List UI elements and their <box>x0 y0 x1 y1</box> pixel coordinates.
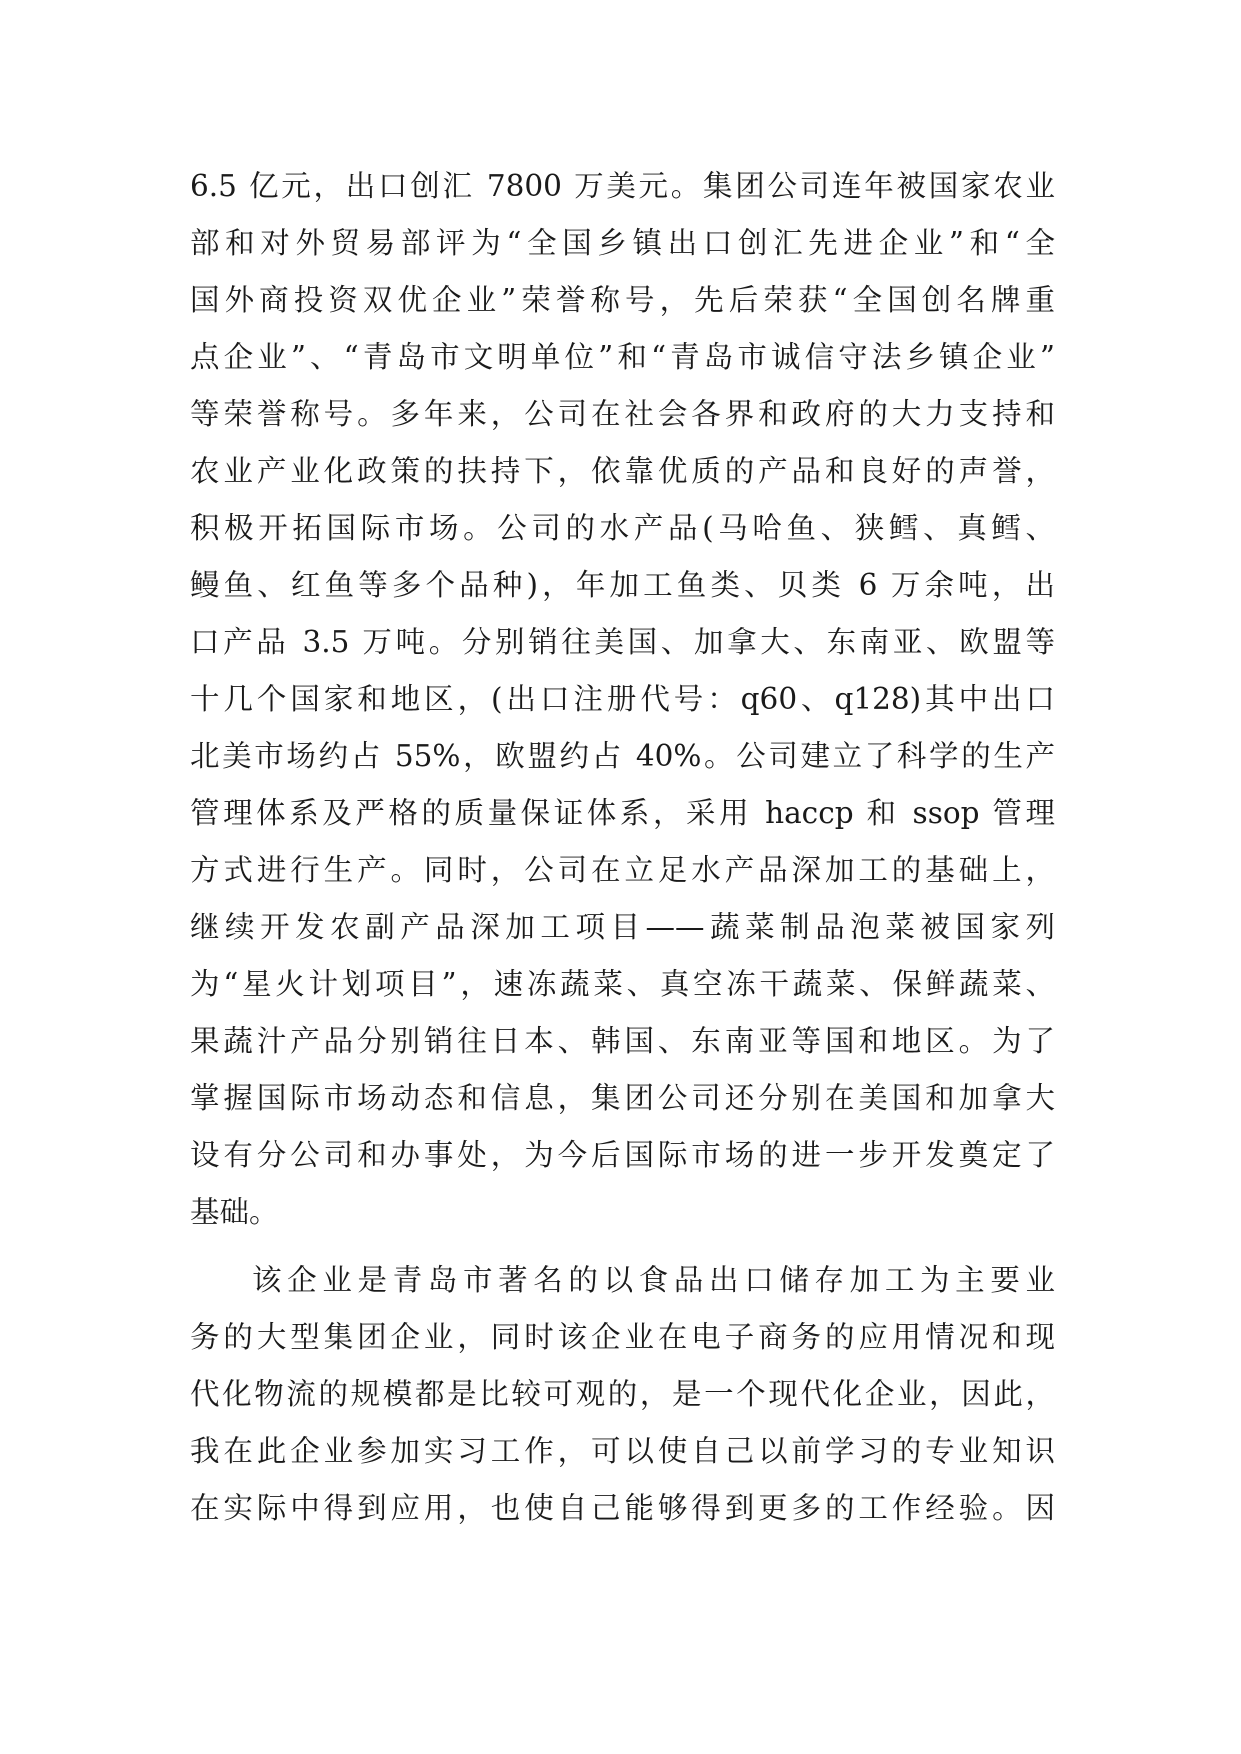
text-line: 代化物流的规模都是比较可观的，是一个现代化企业，因此， <box>190 1377 1055 1411</box>
text-line: 点企业”、“青岛市文明单位”和“青岛市诚信守法乡镇企业” <box>190 340 1055 374</box>
text-line: 果蔬汁产品分别销往日本、韩国、东南亚等国和地区。为了 <box>190 1024 1055 1058</box>
text-line: 口产品 3.5 万吨。分别销往美国、加拿大、东南亚、欧盟等 <box>190 625 1055 659</box>
text-line: 北美市场约占 55%，欧盟约占 40%。公司建立了科学的生产 <box>190 739 1055 773</box>
text-line: 6.5 亿元，出口创汇 7800 万美元。集团公司连年被国家农业 <box>190 169 1055 203</box>
text-line: 十几个国家和地区，(出口注册代号：q60、q128)其中出口 <box>190 682 1055 716</box>
text-line: 掌握国际市场动态和信息，集团公司还分别在美国和加拿大 <box>190 1081 1055 1115</box>
text-line: 该企业是青岛市著名的以食品出口储存加工为主要业 <box>252 1263 1055 1297</box>
text-line: 基础。 <box>190 1195 279 1229</box>
text-line: 在实际中得到应用，也使自己能够得到更多的工作经验。因 <box>190 1491 1055 1525</box>
text-line: 继续开发农副产品深加工项目——蔬菜制品泡菜被国家列 <box>190 910 1055 944</box>
text-line: 管理体系及严格的质量保证体系，采用 haccp 和 ssop 管理 <box>190 796 1055 830</box>
text-line: 农业产业化政策的扶持下，依靠优质的产品和良好的声誉， <box>190 454 1055 488</box>
text-line: 积极开拓国际市场。公司的水产品(马哈鱼、狭鳕、真鳕、 <box>190 511 1055 545</box>
text-line: 鳗鱼、红鱼等多个品种)，年加工鱼类、贝类 6 万余吨，出 <box>190 568 1055 602</box>
text-line: 方式进行生产。同时，公司在立足水产品深加工的基础上， <box>190 853 1055 887</box>
text-line: 国外商投资双优企业”荣誉称号，先后荣获“全国创名牌重 <box>190 283 1055 317</box>
text-line: 部和对外贸易部评为“全国乡镇出口创汇先进企业”和“全 <box>190 226 1055 260</box>
text-line: 等荣誉称号。多年来，公司在社会各界和政府的大力支持和 <box>190 397 1055 431</box>
text-line: 为“星火计划项目”，速冻蔬菜、真空冻干蔬菜、保鲜蔬菜、 <box>190 967 1055 1001</box>
text-line: 设有分公司和办事处，为今后国际市场的进一步开发奠定了 <box>190 1138 1055 1172</box>
text-line: 务的大型集团企业，同时该企业在电子商务的应用情况和现 <box>190 1320 1055 1354</box>
text-line: 我在此企业参加实习工作，可以使自己以前学习的专业知识 <box>190 1434 1055 1468</box>
